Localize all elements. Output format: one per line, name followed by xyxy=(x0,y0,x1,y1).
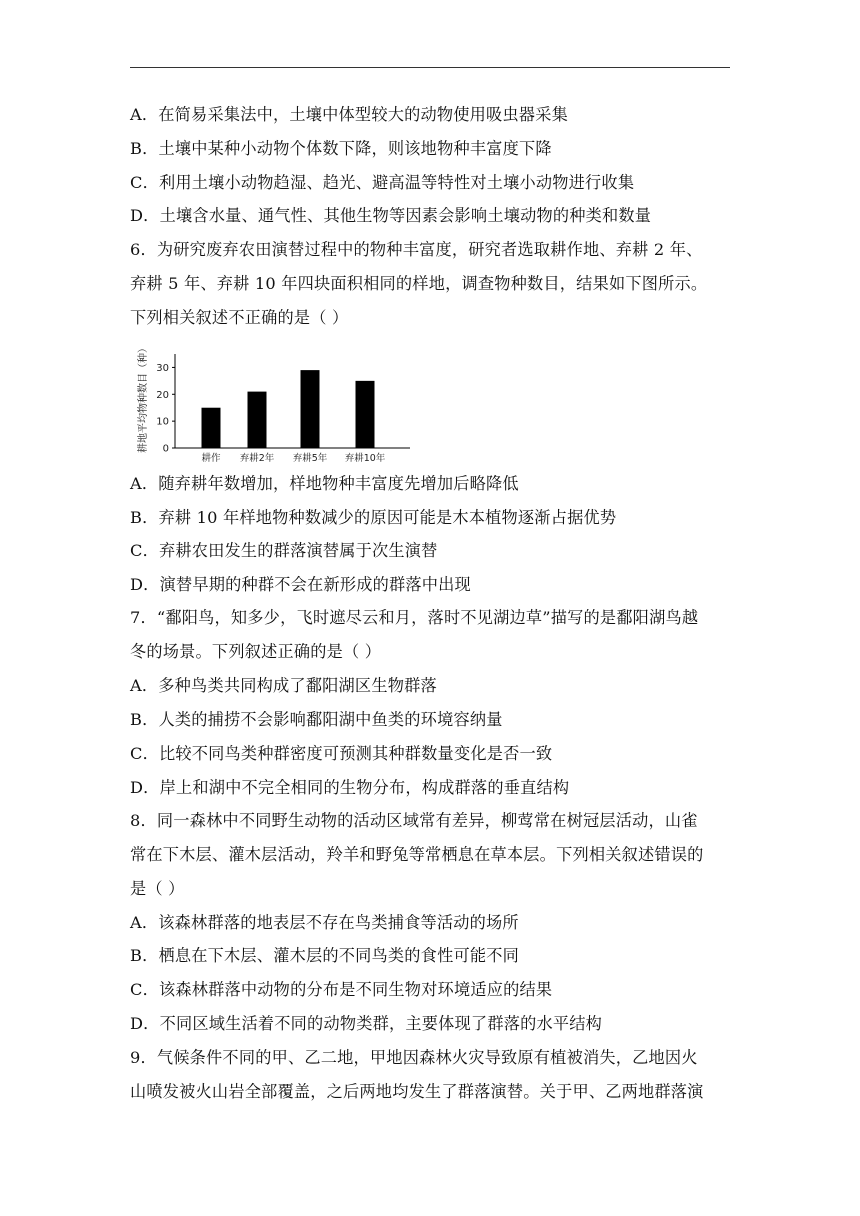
text-line: 9．气候条件不同的甲、乙二地，甲地因森林火灾导致原有植被消失，乙地因火 xyxy=(130,1048,698,1067)
text-line: B．人类的捕捞不会影响鄱阳湖中鱼类的环境容纳量 xyxy=(130,710,503,729)
text-line: D．演替早期的种群不会在新形成的群落中出现 xyxy=(130,575,471,594)
y-tick-label: 0 xyxy=(162,443,169,455)
x-tick-label: 弃耕2年 xyxy=(239,453,275,464)
species-count-bar-chart xyxy=(130,340,420,466)
text-line: C．比较不同鸟类种群密度可预测其种群数量变化是否一致 xyxy=(130,744,553,763)
text-line: A．随弃耕年数增加，样地物种丰富度先增加后略降低 xyxy=(130,474,519,493)
text-line: D．土壤含水量、通气性、其他生物等因素会影响土壤动物的种类和数量 xyxy=(130,206,652,225)
text-line: 弃耕 5 年、弃耕 10 年四块面积相同的样地，调查物种数目，结果如下图所示。 xyxy=(130,274,708,293)
x-tick-label: 耕作 xyxy=(201,453,221,464)
x-tick-label: 弃耕5年 xyxy=(292,453,328,464)
y-tick-label: 10 xyxy=(156,416,169,428)
bar-0 xyxy=(202,408,221,448)
text-line: 6．为研究废弃农田演替过程中的物种丰富度，研究者选取耕作地、弃耕 2 年、 xyxy=(130,240,703,259)
y-axis-label: 耕地平均物种数目（种） xyxy=(138,343,149,453)
text-line: 常在下木层、灌木层活动，羚羊和野兔等常栖息在草本层。下列相关叙述错误的 xyxy=(130,845,704,864)
text-line: B．土壤中某种小动物个体数下降，则该地物种丰富度下降 xyxy=(130,139,552,158)
text-line: 是（ ） xyxy=(130,879,185,898)
text-line: C．该森林群落中动物的分布是不同生物对环境适应的结果 xyxy=(130,980,553,999)
y-tick-label: 20 xyxy=(156,389,169,401)
text-line: A．该森林群落的地表层不存在鸟类捕食等活动的场所 xyxy=(130,913,519,932)
text-line: 7．“鄱阳鸟，知多少，飞时遮尽云和月，落时不见湖边草”描写的是鄱阳湖鸟越 xyxy=(130,608,699,627)
bar-3 xyxy=(356,381,375,448)
bar-1 xyxy=(248,392,267,448)
text-line: D．不同区域生活着不同的动物类群，主要体现了群落的水平结构 xyxy=(130,1014,603,1033)
text-line: C．利用土壤小动物趋湿、趋光、避高温等特性对土壤小动物进行收集 xyxy=(130,173,635,192)
text-line: C．弃耕农田发生的群落演替属于次生演替 xyxy=(130,541,438,560)
header-rule xyxy=(130,67,730,68)
bar-2 xyxy=(301,370,320,448)
text-line: 8．同一森林中不同野生动物的活动区域常有差异，柳莺常在树冠层活动，山雀 xyxy=(130,811,698,830)
text-line: B．弃耕 10 年样地物种数减少的原因可能是木本植物逐渐占据优势 xyxy=(130,508,617,527)
text-line: 山喷发被火山岩全部覆盖，之后两地均发生了群落演替。关于甲、乙两地群落演 xyxy=(130,1082,704,1101)
x-tick-label: 弃耕10年 xyxy=(344,453,386,464)
text-line: 冬的场景。下列叙述正确的是（ ） xyxy=(130,642,382,661)
text-line: A．多种鸟类共同构成了鄱阳湖区生物群落 xyxy=(130,676,437,695)
text-line: 下列相关叙述不正确的是（ ） xyxy=(130,308,349,327)
text-line: A．在简易采集法中，土壤中体型较大的动物使用吸虫器采集 xyxy=(130,105,568,124)
text-line: D．岸上和湖中不完全相同的生物分布，构成群落的垂直结构 xyxy=(130,778,570,797)
text-line: B．栖息在下木层、灌木层的不同鸟类的食性可能不同 xyxy=(130,946,520,965)
y-tick-label: 30 xyxy=(156,362,169,374)
